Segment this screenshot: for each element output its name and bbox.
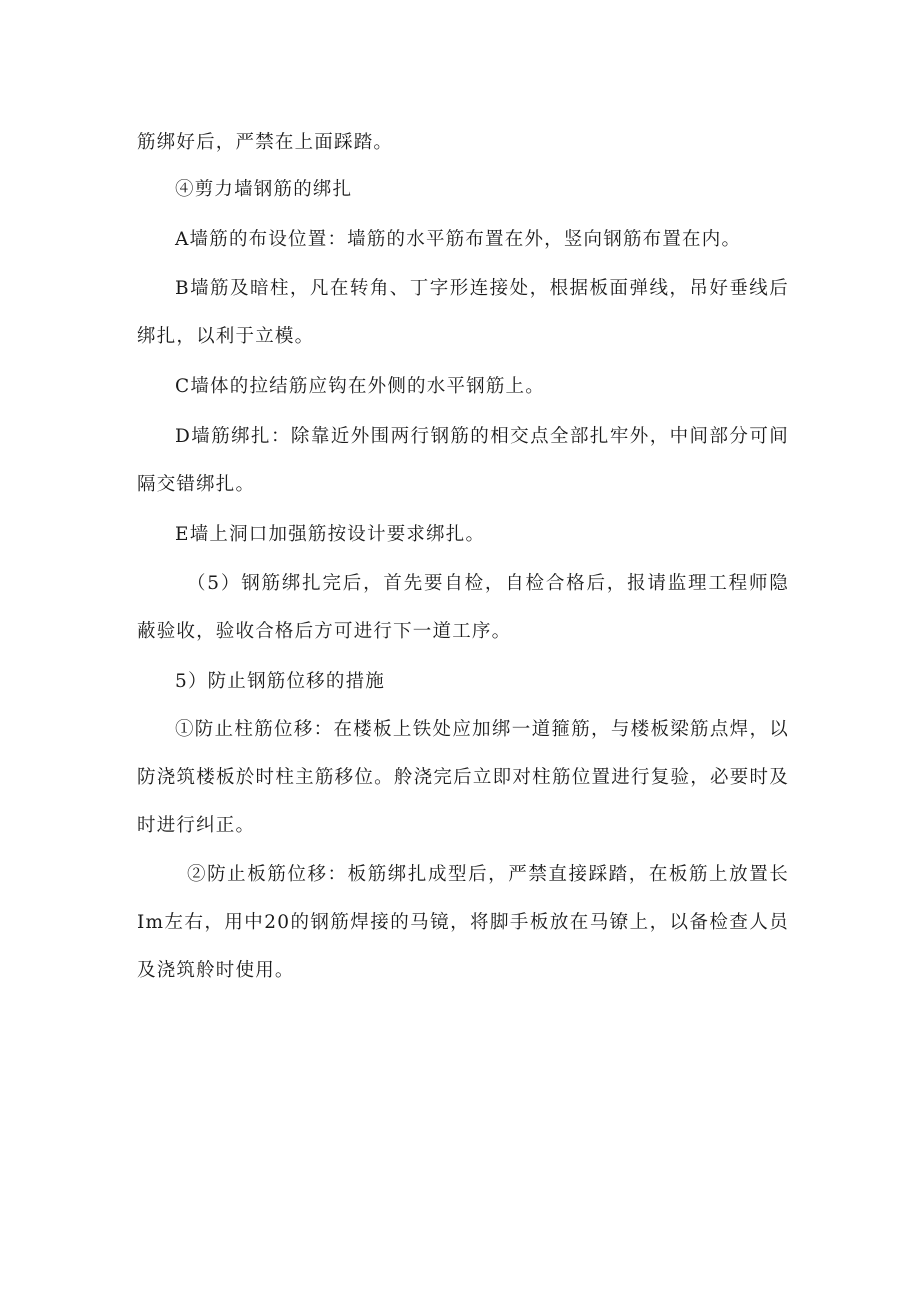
paragraph-step-5: （5）钢筋绑扎完后，首先要自检，自检合格后，报请监理工程师隐蔽验收，验收合格后方可进行下一道工序。 — [137, 573, 789, 642]
heading-shear-wall-rebar: ④剪力墙钢筋的绑扎 — [175, 179, 353, 200]
paragraph-item-a: A墙筋的布设位置：墙筋的水平筋布置在外，竖向钢筋布置在内。 — [175, 229, 742, 250]
paragraph-item-b: B墙筋及暗柱，凡在转角、丁字形连接处，根据板面弹线，吊好垂线后绑扎，以利于立模。 — [137, 278, 789, 347]
paragraph-item-d: D墙筋绑扎：除靠近外围两行钢筋的相交点全部扎牢外，中间部分可间隔交错绑扎。 — [137, 426, 789, 495]
paragraph-continuation: 筋绑好后，严禁在上面踩踏。 — [137, 132, 394, 153]
paragraph-item-c: C墙体的拉结筋应钩在外侧的水平钢筋上。 — [175, 376, 545, 397]
heading-anti-displacement: 5）防止钢筋位移的措施 — [175, 671, 385, 692]
paragraph-slab-rebar: ②防止板筋位移：板筋绑扎成型后，严禁直接踩踏，在板筋上放置长Im左右，用中20的钢筋焊接的马镜，将脚手板放在马镣上，以备检查人员及浇筑舲时使用。 — [137, 864, 789, 981]
paragraph-item-e: E墙上洞口加强筋按设计要求绑扎。 — [175, 524, 486, 545]
paragraph-column-rebar: ①防止柱筋位移：在楼板上铁处应加绑一道箍筋，与楼板梁筋点焊，以防浇筑楼板於时柱主筋移位。舲浇完后立即对柱筋位置进行复验，必要时及时进行纠正。 — [137, 719, 789, 836]
